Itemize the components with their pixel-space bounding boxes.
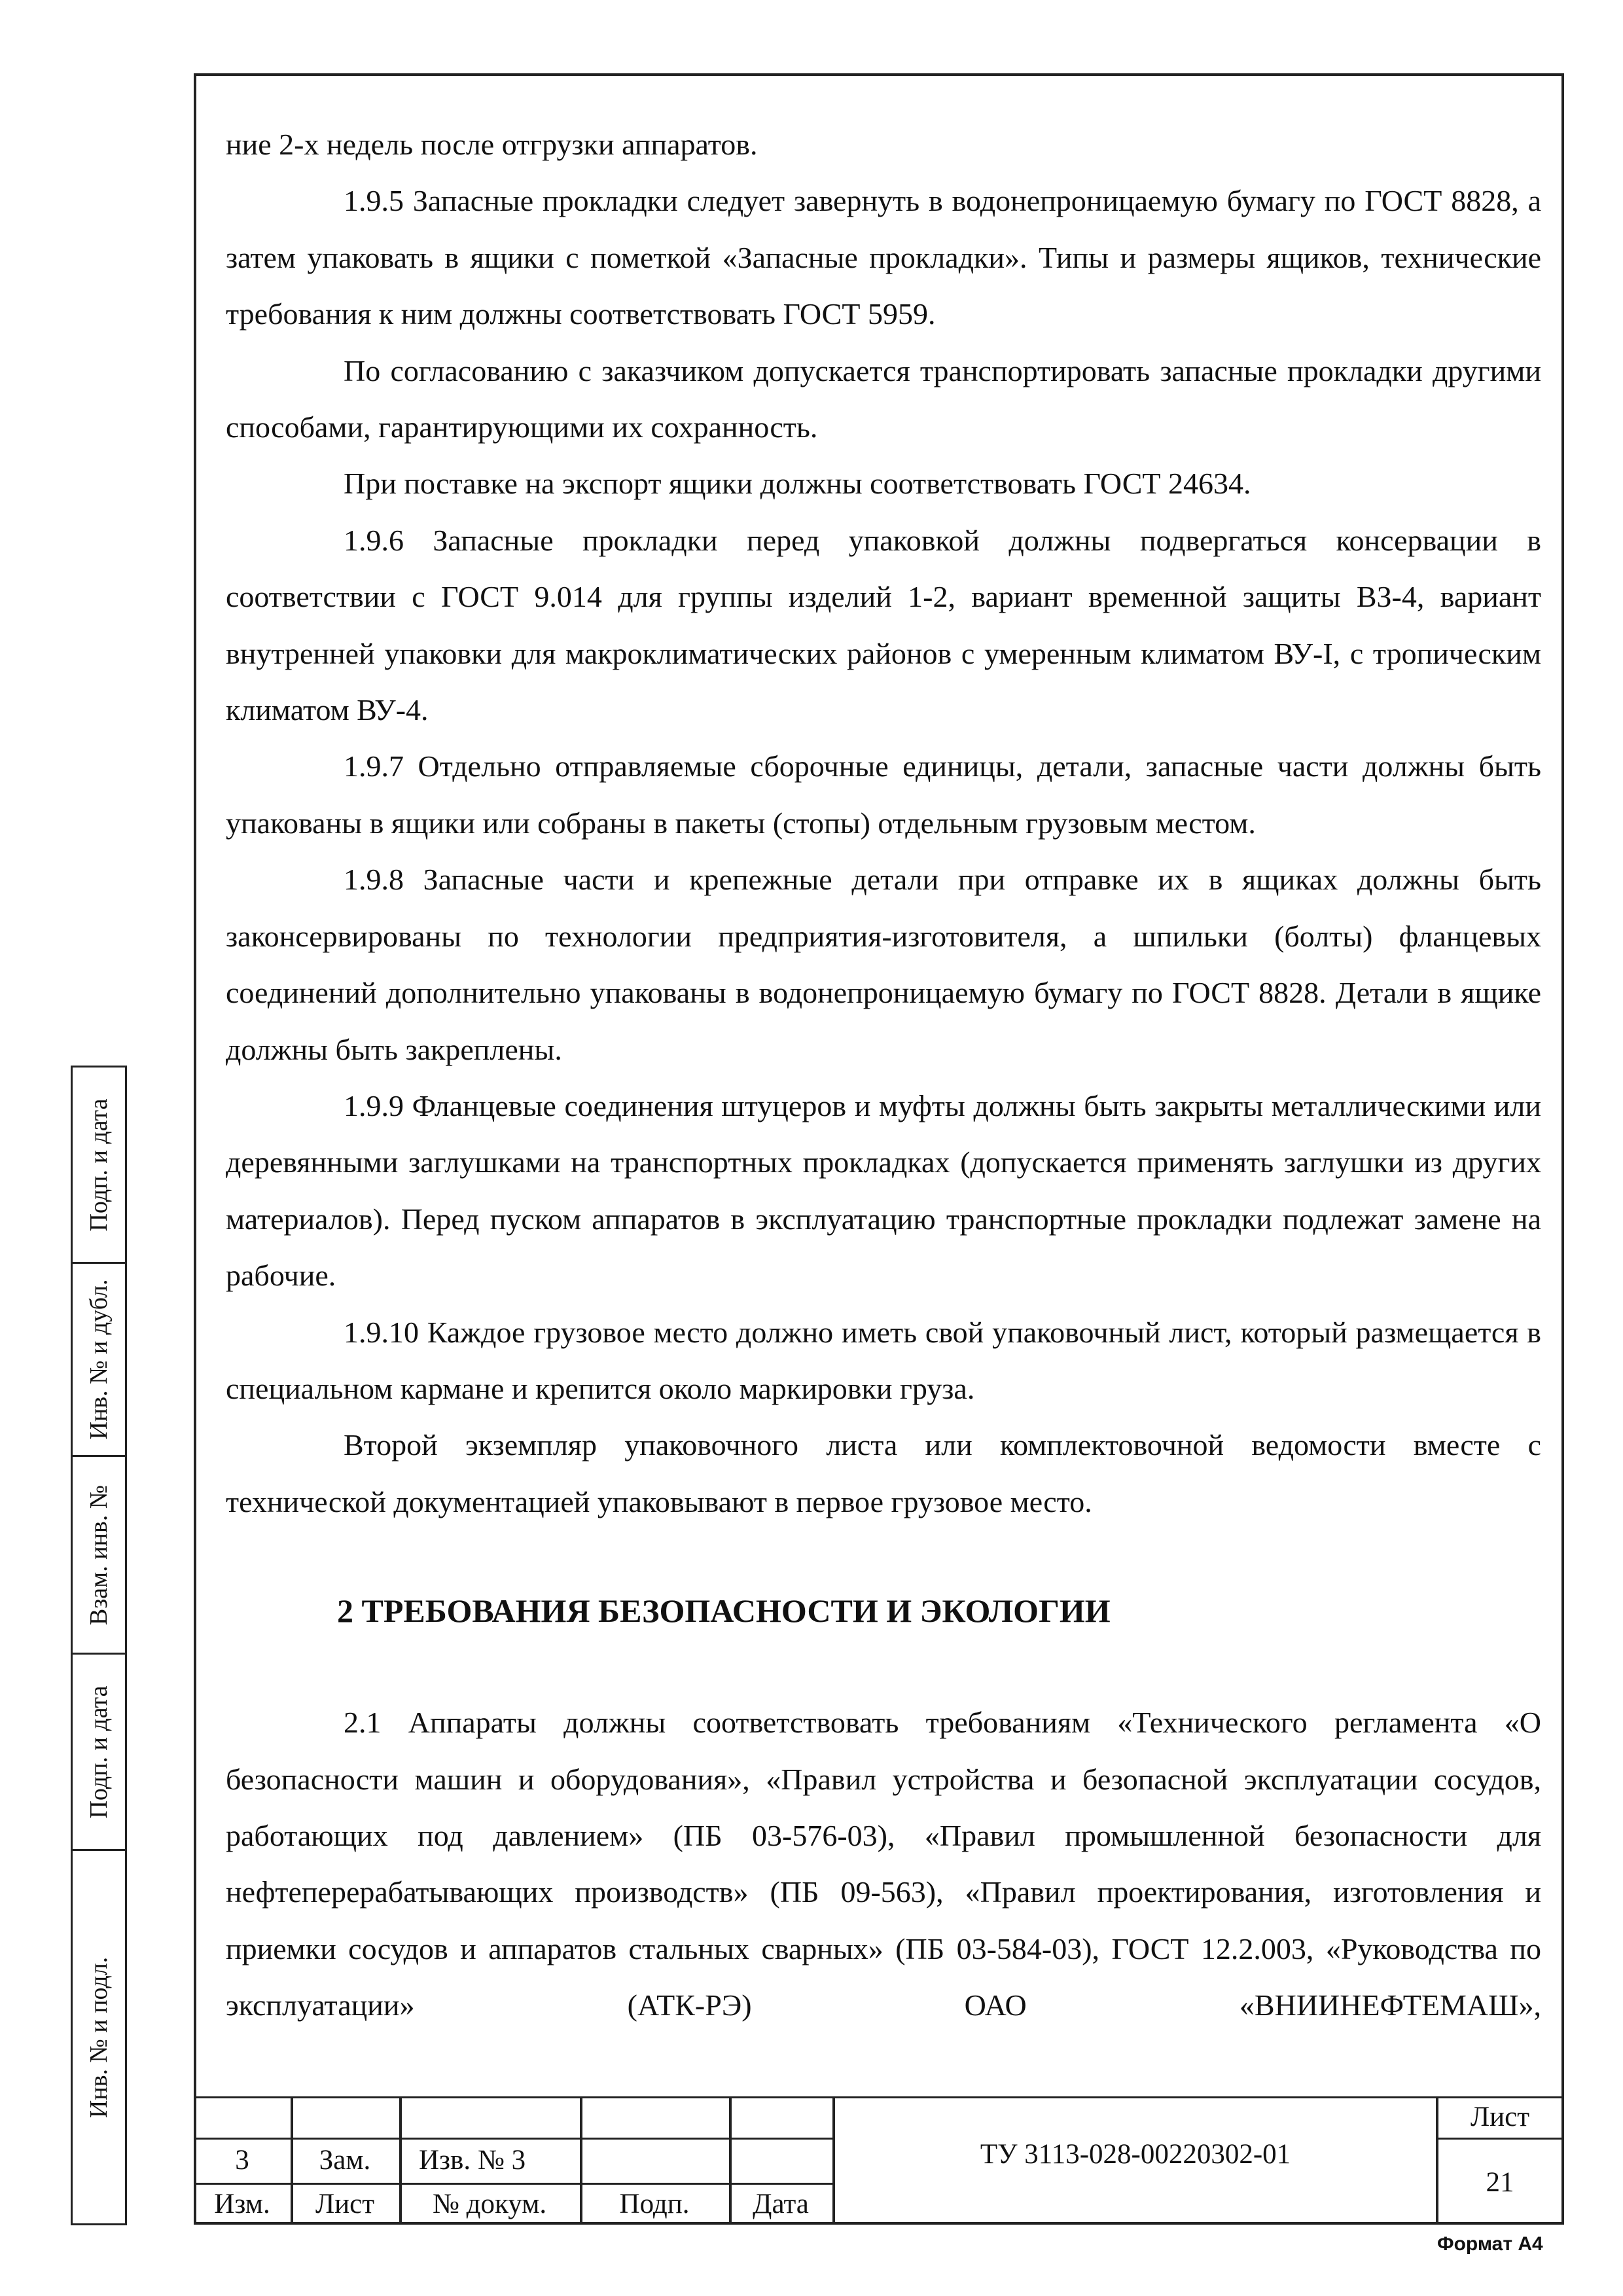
- sheet-label: Лист: [1470, 2102, 1530, 2132]
- side-stamp-cell: [71, 1653, 127, 1849]
- rev-sheet: Зам.: [319, 2145, 371, 2176]
- paragraph: По согласованию с заказчиком допускается транспортировать запасные прокладки другими способами, гарантирующими их сохранность.: [226, 353, 1541, 444]
- paragraph: 1.9.9 Фланцевые соединения штуцеров и муфты должны быть закрыты металлическими или деревянными заглушками на транспортных прокладках (допускается применять заглушки из других материалов). Перед пуском аппаратов в эксплуатацию транспортные прокладки подлежат замене на рабочие.: [226, 1088, 1541, 1293]
- header-change: Изм.: [214, 2188, 270, 2219]
- rev-document: Изв. № 3: [419, 2145, 526, 2176]
- side-stamp-label: Взам. инв. №: [85, 1484, 113, 1625]
- paragraph: ние 2-х недель после отгрузки аппаратов.: [226, 128, 758, 161]
- paragraph: При поставке на экспорт ящики должны соответствовать ГОСТ 24634.: [344, 467, 1251, 501]
- document-body: [226, 117, 1541, 2034]
- section-heading: 2 ТРЕБОВАНИЯ БЕЗОПАСНОСТИ И ЭКОЛОГИИ: [337, 1592, 1111, 1630]
- title-block: [194, 2096, 1564, 2225]
- paragraph: 1.9.5 Запасные прокладки следует завернуть в водонепроницаемую бумагу по ГОСТ 8828, а затем упаковать в ящики с пометкой «Запасные прокладки». Типы и размеры ящиков, технические требования к ним должны соответствовать ГОСТ 5959.: [226, 184, 1541, 331]
- paragraph: 1.9.6 Запасные прокладки перед упаковкой должны подвергаться консервации в соответствии с ГОСТ 9.014 для группы изделий 1-2, вариант временной защиты ВЗ-4, вариант внутренней упаковки для макроклиматических районов с умеренным климатом ВУ-I, с тропическим климатом ВУ-4.: [226, 523, 1541, 727]
- side-stamp-label: Инв. № и дубл.: [85, 1279, 113, 1440]
- rev-change-number: 3: [235, 2145, 249, 2176]
- side-stamp-label: Инв. № и подл.: [85, 1956, 113, 2118]
- side-stamp-cell: [71, 1849, 127, 2225]
- paragraph: 1.9.10 Каждое грузовое место должно иметь свой упаковочный лист, который размещается в специальном кармане и крепится около маркировки груза.: [226, 1315, 1541, 1405]
- header-signature: Подп.: [619, 2188, 690, 2219]
- paragraph: 1.9.7 Отдельно отправляемые сборочные единицы, детали, запасные части должны быть упакованы в ящики или собраны в пакеты (стопы) отдельным грузовым местом.: [226, 749, 1541, 840]
- paragraph: 1.9.8 Запасные части и крепежные детали при отправке их в ящиках должны быть законсервированы по технологии предприятия-изготовителя, а шпильки (болты) фланцевых соединений дополнительно упакованы в водонепроницаемую бумагу по ГОСТ 8828. Детали в ящике должны быть закреплены.: [226, 863, 1541, 1066]
- side-stamp-label: Подп. и дата: [85, 1098, 113, 1232]
- paragraph: 2.1 Аппараты должны соответствовать требованиям «Технического регламента «О безопасности машин и оборудования», «Правил устройства и безопасной эксплуатации сосудов, работающих под давлением» (ПБ 03-576-03), «Правил промышленной безопасности для нефтеперерабатывающих производств» (ПБ 09-563), «Правил проектирования, изготовления и приемки сосудов и аппаратов стальных сварных» (ПБ 03-584-03), ГОСТ 12.2.003, «Руководства по эксплуатации» (АТК-РЭ) ОАО «ВНИИНЕФТЕМАШ»,: [226, 1706, 1541, 2022]
- side-stamp-cell: [71, 1066, 127, 1262]
- rev-date: [729, 2138, 832, 2183]
- sheet-number: 21: [1486, 2166, 1514, 2198]
- side-stamp: [71, 1066, 195, 2225]
- header-date: Дата: [753, 2188, 809, 2219]
- document-code: ТУ 3113-028-00220302-01: [980, 2138, 1291, 2170]
- header-document: № докум.: [432, 2188, 547, 2219]
- header-sheet: Лист: [315, 2188, 375, 2219]
- paragraph: Второй экземпляр упаковочного листа или комплектовочной ведомости вместе с технической документацией упаковывают в первое грузовое место.: [226, 1428, 1541, 1518]
- side-stamp-cell: [71, 1262, 127, 1455]
- side-stamp-label: Подп. и дата: [85, 1685, 113, 1819]
- side-stamp-cell: [71, 1455, 127, 1653]
- format-label: Формат А4: [1437, 2233, 1543, 2255]
- rev-signature: [580, 2138, 729, 2183]
